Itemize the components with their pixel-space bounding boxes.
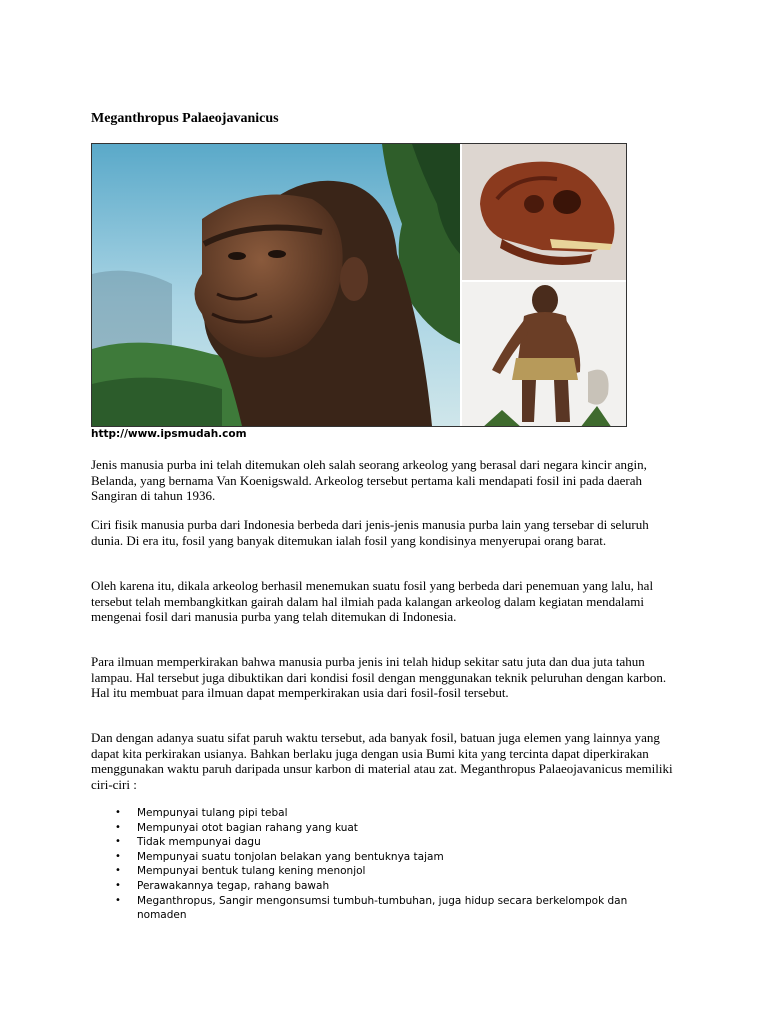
characteristics-list bbox=[91, 806, 651, 923]
figure-image bbox=[91, 143, 627, 427]
document-title: Meganthropus Palaeojavanicus bbox=[91, 111, 279, 126]
paragraph-2: Ciri fisik manusia purba dari Indonesia berbeda dari jenis-jenis manusia purba lain yang tersebar di seluruh dunia. Di era itu, fosil yang banyak ditemukan ialah fosil yang kondisinya menyerupai orang barat. bbox=[91, 517, 649, 548]
list-item: • Mempunyai suatu tonjolan belakan yang bentuknya tajam bbox=[91, 850, 651, 865]
list-item: • Tidak mempunyai dagu bbox=[91, 835, 651, 850]
paragraph-1: Jenis manusia purba ini telah ditemukan oleh salah seorang arkeolog yang berasal dari negara kincir angin, Belanda, yang bernama Van Koenigswald. Arkeolog tersebut pertama kali mendapati fosil ini pada daerah Sangiran di tahun 1936. bbox=[91, 457, 647, 503]
full-body-figure-image bbox=[462, 282, 627, 427]
paragraph-3: Oleh karena itu, dikala arkeolog berhasil menemukan suatu fosil yang berbeda dari penemuan yang lalu, hal tersebut telah membangkitkan gairah dalam hal ilmiah pada kalangan arkeolog dalam kegiatan mendalami mengenai fosil dari manusia purba yang telah ditemukan di Indonesia. bbox=[91, 578, 654, 624]
list-item: • Perawakannya tegap, rahang bawah bbox=[91, 879, 651, 894]
list-item: • Mempunyai otot bagian rahang yang kuat bbox=[91, 821, 651, 836]
skull-image bbox=[462, 144, 627, 280]
image-source-link[interactable]: http://www.ipsmudah.com bbox=[91, 428, 247, 440]
face-reconstruction-image bbox=[92, 144, 460, 426]
paragraph-4: Para ilmuan memperkirakan bahwa manusia purba jenis ini telah hidup sekitar satu juta dan dua juta tahun lampau. Hal tersebut juga dibuktikan dari kondisi fosil dengan menggunakan teknik peluruhan dengan karbon. Hal itu membuat para ilmuan dapat memperkirakan usia dari fosil-fosil tersebut. bbox=[91, 654, 667, 700]
list-item: • Mempunyai bentuk tulang kening menonjol bbox=[91, 864, 651, 879]
list-item: • Meganthropus, Sangir mengonsumsi tumbuh-tumbuhan, juga hidup secara berkelompok dan nomaden bbox=[91, 894, 651, 923]
paragraph-5: Dan dengan adanya suatu sifat paruh waktu tersebut, ada banyak fosil, batuan juga elemen yang lainnya yang dapat kita perkirakan usianya. Bahkan berlaku juga dengan usia Bumi kita yang tercinta dapat diperkirakan menggunakan waktu paruh daripada unsur karbon di material atau zat. Meganthropus Palaeojavanicus memiliki ciri-ciri : bbox=[91, 730, 673, 792]
list-item: • Mempunyai tulang pipi tebal bbox=[91, 806, 651, 821]
